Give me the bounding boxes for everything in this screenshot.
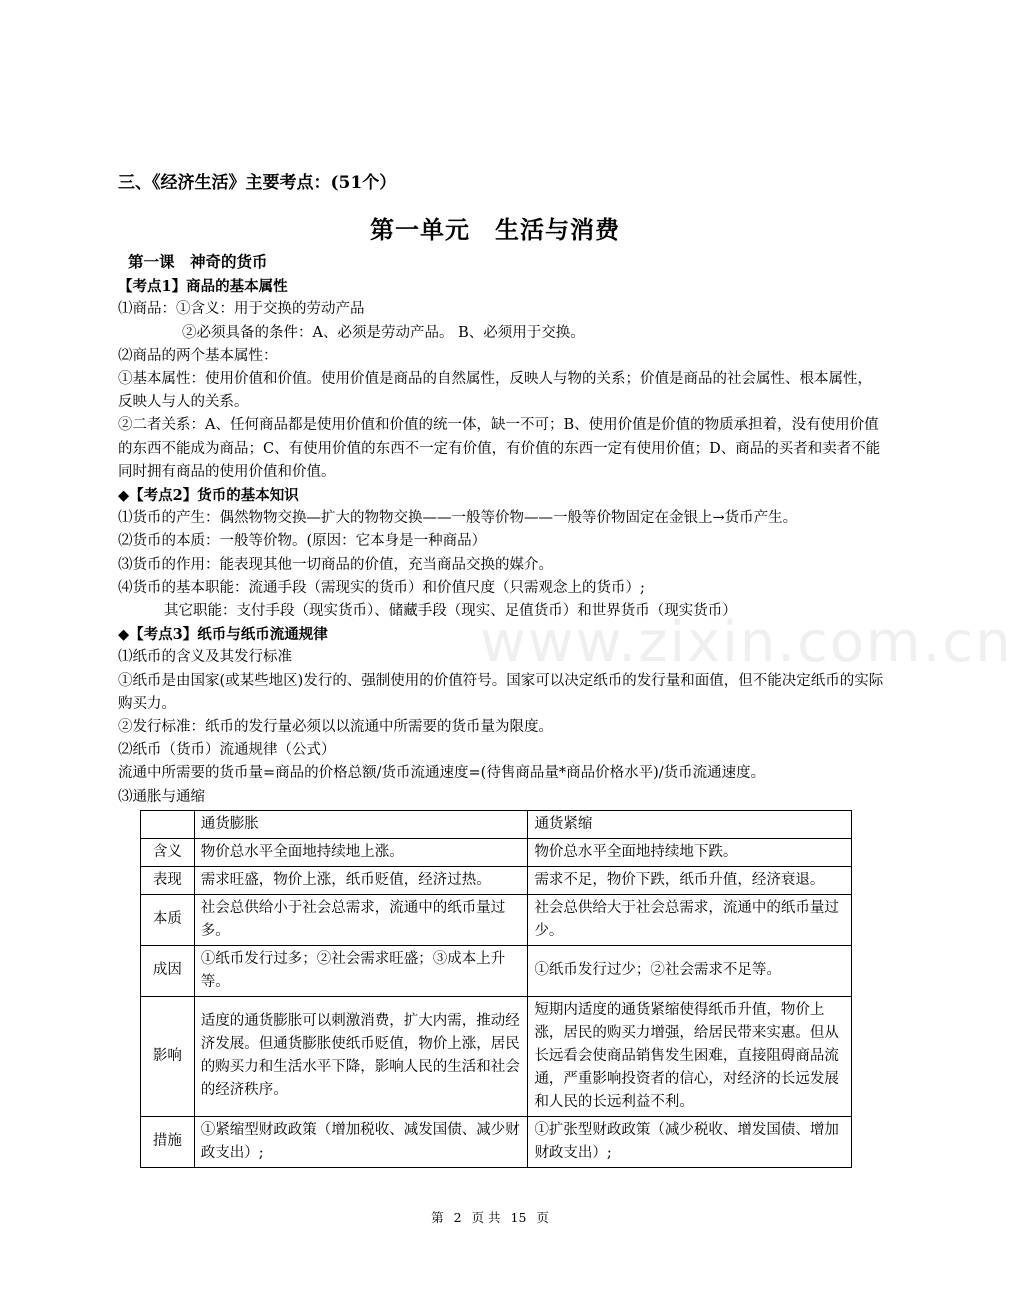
kd3-line-4: ⑵纸币（货币）流通规律（公式） <box>118 742 336 759</box>
kd1-line-2: ②必须具备的条件：A、必须是劳动产品。 B、必须用于交换。 <box>182 324 585 341</box>
table-header-cell: 通货膨胀 <box>194 810 528 838</box>
table-cell: ①紧缩型财政政策（增加税收、减发国债、减少财政支出）; <box>194 1116 528 1167</box>
kd3-line-1: ⑴纸币的含义及其发行标准 <box>118 649 292 666</box>
kd2-line-5: 其它职能：支付手段（现实货币）、储藏手段（现实、足值货币）和世界货币（现实货币） <box>164 603 737 620</box>
table-cell: ①纸币发行过多；②社会需求旺盛；③成本上升等。 <box>194 945 528 996</box>
table-cell: 需求不足，物价下跌，纸币升值，经济衰退。 <box>528 866 852 894</box>
table-cell: 社会总供给小于社会总需求，流通中的纸币量过多。 <box>194 894 528 945</box>
table-row <box>141 866 852 894</box>
table-cell: 物价总水平全面地持续地上涨。 <box>194 838 528 866</box>
table-row-label: 成因 <box>141 945 195 996</box>
table-cell: 需求旺盛，物价上涨，纸币贬值，经济过热。 <box>194 866 528 894</box>
table-row <box>141 894 852 945</box>
page-footer <box>0 1208 980 1226</box>
table-row <box>141 838 852 866</box>
kd3-line-2: ①纸币是由国家(或某些地区)发行的、强制使用的价值符号。国家可以决定纸币的发行量和面值，但不能决定纸币的实际购买力。 <box>118 672 884 712</box>
table-cell: ①扩张型财政政策（减少税收、增发国债、增加财政支出）; <box>528 1116 852 1167</box>
kd2-line-1: ⑴货币的产生：偶然物物交换—扩大的物物交换——一般等价物——一般等价物固定在金银上→货币产生。 <box>118 510 798 527</box>
page-mid: 页 共 <box>471 1210 501 1225</box>
document-body <box>118 250 886 1168</box>
kd2-line-3: ⑶货币的作用：能表现其他一切商品的价值，充当商品交换的媒介。 <box>118 556 553 573</box>
table-row <box>141 945 852 996</box>
table-header-cell: 通货紧缩 <box>528 810 852 838</box>
kd1-line-3: ⑵商品的两个基本属性： <box>118 347 278 364</box>
table-header-cell <box>141 810 195 838</box>
table-row <box>141 1116 852 1167</box>
kd1-line-1: ⑴商品：①含义：用于交换的劳动产品 <box>118 301 365 318</box>
kd1-title: 【考点1】商品的基本属性 <box>118 278 288 296</box>
page-suffix: 页 <box>536 1210 549 1225</box>
table-cell: ①纸币发行过少；②社会需求不足等。 <box>528 945 852 996</box>
inflation-deflation-table <box>140 810 852 1168</box>
table-header-row <box>141 810 852 838</box>
page-prefix: 第 <box>431 1210 444 1225</box>
kd3-line-3: ②发行标准：纸币的发行量必须以以流通中所需要的货币量为限度。 <box>118 719 553 736</box>
page-total: 15 <box>510 1210 527 1225</box>
lesson-title: 第一课 神奇的货币 <box>128 252 268 271</box>
kd3-line-5: 流通中所需要的货币量=商品的价格总额/货币流通速度=(待售商品量*商品价格水平)/货币流通速度。 <box>118 765 766 782</box>
section-title: 三、《经济生活》主要考点：(51个） <box>118 173 397 193</box>
table-row <box>141 996 852 1116</box>
table-row-label: 含义 <box>141 838 195 866</box>
unit-title: 第一单元 生活与消费 <box>370 215 620 244</box>
page-number: 2 <box>453 1210 462 1225</box>
kd2-title: ◆【考点2】货币的基本知识 <box>118 487 299 505</box>
kd1-line-4: ①基本属性：使用价值和价值。使用价值是商品的自然属性，反映人与物的关系；价值是商品的社会属性、根本属性，反映人与人的关系。 <box>118 371 872 411</box>
table-row-label: 表现 <box>141 866 195 894</box>
kd1-line-5: ②二者关系：A、任何商品都是使用价值和价值的统一体，缺一不可；B、使用价值是价值的物质承担着，没有使用价值的东西不能成为商品；C、有使用价值的东西不一定有价值，有价值的东西一定有使用价值；D、商品的买者和卖者不能同时拥有商品的使用价值和价值。 <box>118 417 881 480</box>
kd3-line-6: ⑶通胀与通缩 <box>118 788 205 805</box>
table-row-label: 措施 <box>141 1116 195 1167</box>
watermark: www.zixin.com.cn <box>480 610 1013 675</box>
kd3-title: ◆【考点3】纸币与纸币流通规律 <box>118 626 328 644</box>
table-cell: 物价总水平全面地持续地下跌。 <box>528 838 852 866</box>
table-cell: 短期内适度的通货紧缩使得纸币升值，物价上涨，居民的购买力增强，给居民带来实惠。但从长远看会使商品销售发生困难，直接阻碍商品流通，严重影响投资者的信心，对经济的长远发展和人民的长远利益不利。 <box>528 996 852 1116</box>
table-cell: 社会总供给大于社会总需求，流通中的纸币量过少。 <box>528 894 852 945</box>
table-cell: 适度的通货膨胀可以刺激消费，扩大内需，推动经济发展。但通货膨胀使纸币贬值，物价上涨，居民的购买力和生活水平下降，影响人民的生活和社会的经济秩序。 <box>194 996 528 1116</box>
kd2-line-4: ⑷货币的基本职能：流通手段（需现实的货币）和价值尺度（只需观念上的货币）; <box>118 579 645 596</box>
table-row-label: 本质 <box>141 894 195 945</box>
kd2-line-2: ⑵货币的本质：一般等价物。(原因：它本身是一种商品） <box>118 533 487 550</box>
table-row-label: 影响 <box>141 996 195 1116</box>
